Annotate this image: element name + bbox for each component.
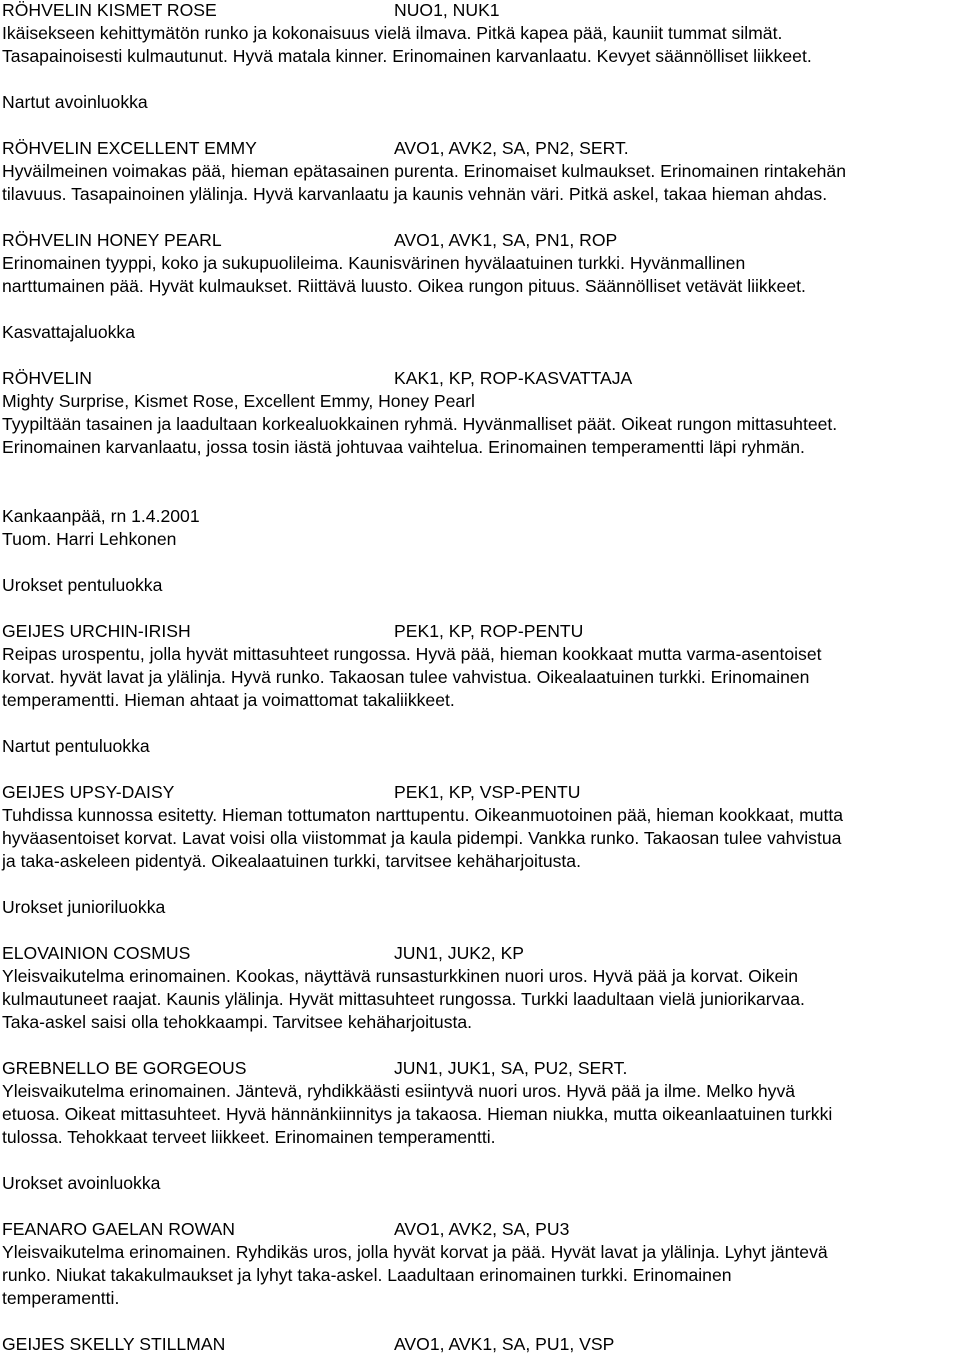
dog-name: RÖHVELIN HONEY PEARL (2, 230, 222, 250)
class-heading: Urokset junioriluokka (2, 897, 166, 917)
critique-line: temperamentti. Hieman ahtaat ja voimattomat takaliikkeet. (2, 690, 455, 710)
dog-name: RÖHVELIN KISMET ROSE (2, 0, 217, 20)
dog-name: GEIJES URCHIN-IRISH (2, 621, 191, 641)
kennel-name: RÖHVELIN (2, 368, 92, 388)
dog-name: ELOVAINION COSMUS (2, 943, 191, 963)
dog-awards: AVO1, AVK1, SA, PU1, VSP (394, 1334, 615, 1354)
critique-line: hyväasentoiset korvat. Lavat voisi olla viistommat ja kaula pidempi. Vankka runko. Takaosan tulee vahvistua (2, 828, 842, 848)
critique-line: Yleisvaikutelma erinomainen. Kookas, näyttävä runsasturkkinen nuori uros. Hyvä pää ja korvat. Oikein (2, 966, 799, 986)
critique-line: Tyypiltään tasainen ja laadultaan korkealuokkainen ryhmä. Hyvänmalliset päät. Oikeat rungon mittasuhteet. (2, 414, 838, 434)
judge-name: Tuom. Harri Lehkonen (2, 529, 177, 549)
entry-breeder-group (2, 368, 633, 388)
dog-awards: PEK1, KP, VSP-PENTU (394, 782, 581, 802)
critique-line: temperamentti. (2, 1288, 120, 1308)
critique-line: tulossa. Tehokkaat terveet liikkeet. Erinomainen temperamentti. (2, 1127, 496, 1147)
critique-line: Mighty Surprise, Kismet Rose, Excellent Emmy, Honey Pearl (2, 391, 475, 411)
class-heading: Urokset pentuluokka (2, 575, 163, 595)
critique-line: runko. Niukat takakulmaukset ja lyhyt taka-askel. Laadultaan erinomainen turkki. Erinomainen (2, 1265, 732, 1285)
entry-kismet-rose (2, 0, 500, 20)
critique-line: korvat. hyvät lavat ja ylälinja. Hyvä runko. Takaosan tulee vahvistua. Oikealaatuinen turkki. Erinomainen (2, 667, 810, 687)
critique-line: etuosa. Oikeat mittasuhteet. Hyvä hännänkiinnitys ja takaosa. Hieman niukka, mutta oikeanlaatuinen turkki (2, 1104, 833, 1124)
entry-upsy-daisy (2, 782, 581, 802)
class-heading: Nartut avoinluokka (2, 92, 148, 112)
critique-line: Erinomainen tyyppi, koko ja sukupuolileima. Kaunisvärinen hyvälaatuinen turkki. Hyvänmallinen (2, 253, 746, 273)
dog-awards: NUO1, NUK1 (394, 0, 500, 20)
critique-line: kulmautuneet raajat. Kaunis ylälinja. Hyvät mittasuhteet rungossa. Turkki laadultaan vielä juniorikarvaa. (2, 989, 805, 1009)
show-place-date: Kankaanpää, rn 1.4.2001 (2, 506, 200, 526)
class-heading: Nartut pentuluokka (2, 736, 150, 756)
critique-line: Yleisvaikutelma erinomainen. Ryhdikäs uros, jolla hyvät korvat ja pää. Hyvät lavat ja ylälinja. Lyhyt jäntevä (2, 1242, 828, 1262)
dog-awards: AVO1, AVK2, SA, PU3 (394, 1219, 570, 1239)
critique-line: ja taka-askeleen pidentyä. Oikealaatuinen turkki, tarvitsee kehäharjoitusta. (2, 851, 581, 871)
critique-line: narttumainen pää. Hyvät kulmaukset. Riittävä luusto. Oikea rungon pituus. Säännölliset vetävät liikkeet. (2, 276, 806, 296)
critique-line: Tasapainoisesti kulmautunut. Hyvä matala kinner. Erinomainen karvanlaatu. Kevyet säännölliset liikkeet. (2, 46, 812, 66)
entry-excellent-emmy (2, 138, 629, 158)
critique-line: tilavuus. Tasapainoinen ylälinja. Hyvä karvanlaatu ja kaunis vehnän väri. Pitkä askel, takaa hieman ahdas. (2, 184, 828, 204)
class-heading: Urokset avoinluokka (2, 1173, 161, 1193)
dog-name: FEANARO GAELAN ROWAN (2, 1219, 235, 1239)
dog-name: GEIJES UPSY-DAISY (2, 782, 175, 802)
entry-be-gorgeous (2, 1058, 628, 1078)
dog-awards: PEK1, KP, ROP-PENTU (394, 621, 584, 641)
critique-line: Taka-askel saisi olla tehokkaampi. Tarvitsee kehäharjoitusta. (2, 1012, 473, 1032)
critique-line: Hyväilmeinen voimakas pää, hieman epätasainen purenta. Erinomaiset kulmaukset. Erinomainen rintakehän (2, 161, 846, 181)
entry-skelly-stillman (2, 1334, 615, 1354)
entry-honey-pearl (2, 230, 618, 250)
dog-awards: JUN1, JUK2, KP (394, 943, 525, 963)
critique-line: Yleisvaikutelma erinomainen. Jäntevä, ryhdikkäästi esiintyvä nuori uros. Hyvä pää ja ilme. Melko hyvä (2, 1081, 796, 1101)
dog-awards: JUN1, JUK1, SA, PU2, SERT. (394, 1058, 628, 1078)
dog-awards: KAK1, KP, ROP-KASVATTAJA (394, 368, 633, 388)
dog-awards: AVO1, AVK1, SA, PN1, ROP (394, 230, 618, 250)
entry-feanaro (2, 1219, 570, 1239)
entry-cosmus (2, 943, 525, 963)
dog-awards: AVO1, AVK2, SA, PN2, SERT. (394, 138, 629, 158)
critique-line: Erinomainen karvanlaatu, jossa tosin iästä johtuvaa vaihtelua. Erinomainen temperamentti läpi ryhmän. (2, 437, 805, 457)
critique-line: Tuhdissa kunnossa esitetty. Hieman tottumaton narttupentu. Oikeanmuotoinen pää, hieman kookkaat, mutta (2, 805, 844, 825)
dog-name: GREBNELLO BE GORGEOUS (2, 1058, 247, 1078)
entry-urchin-irish (2, 621, 584, 641)
dog-name: GEIJES SKELLY STILLMAN (2, 1334, 226, 1354)
class-heading: Kasvattajaluokka (2, 322, 136, 342)
critique-line: Ikäisekseen kehittymätön runko ja kokonaisuus vielä ilmava. Pitkä kapea pää, kauniit tummat silmät. (2, 23, 783, 43)
dog-name: RÖHVELIN EXCELLENT EMMY (2, 138, 257, 158)
critique-line: Reipas urospentu, jolla hyvät mittasuhteet rungossa. Hyvä pää, hieman kookkaat mutta varma-asentoiset (2, 644, 822, 664)
